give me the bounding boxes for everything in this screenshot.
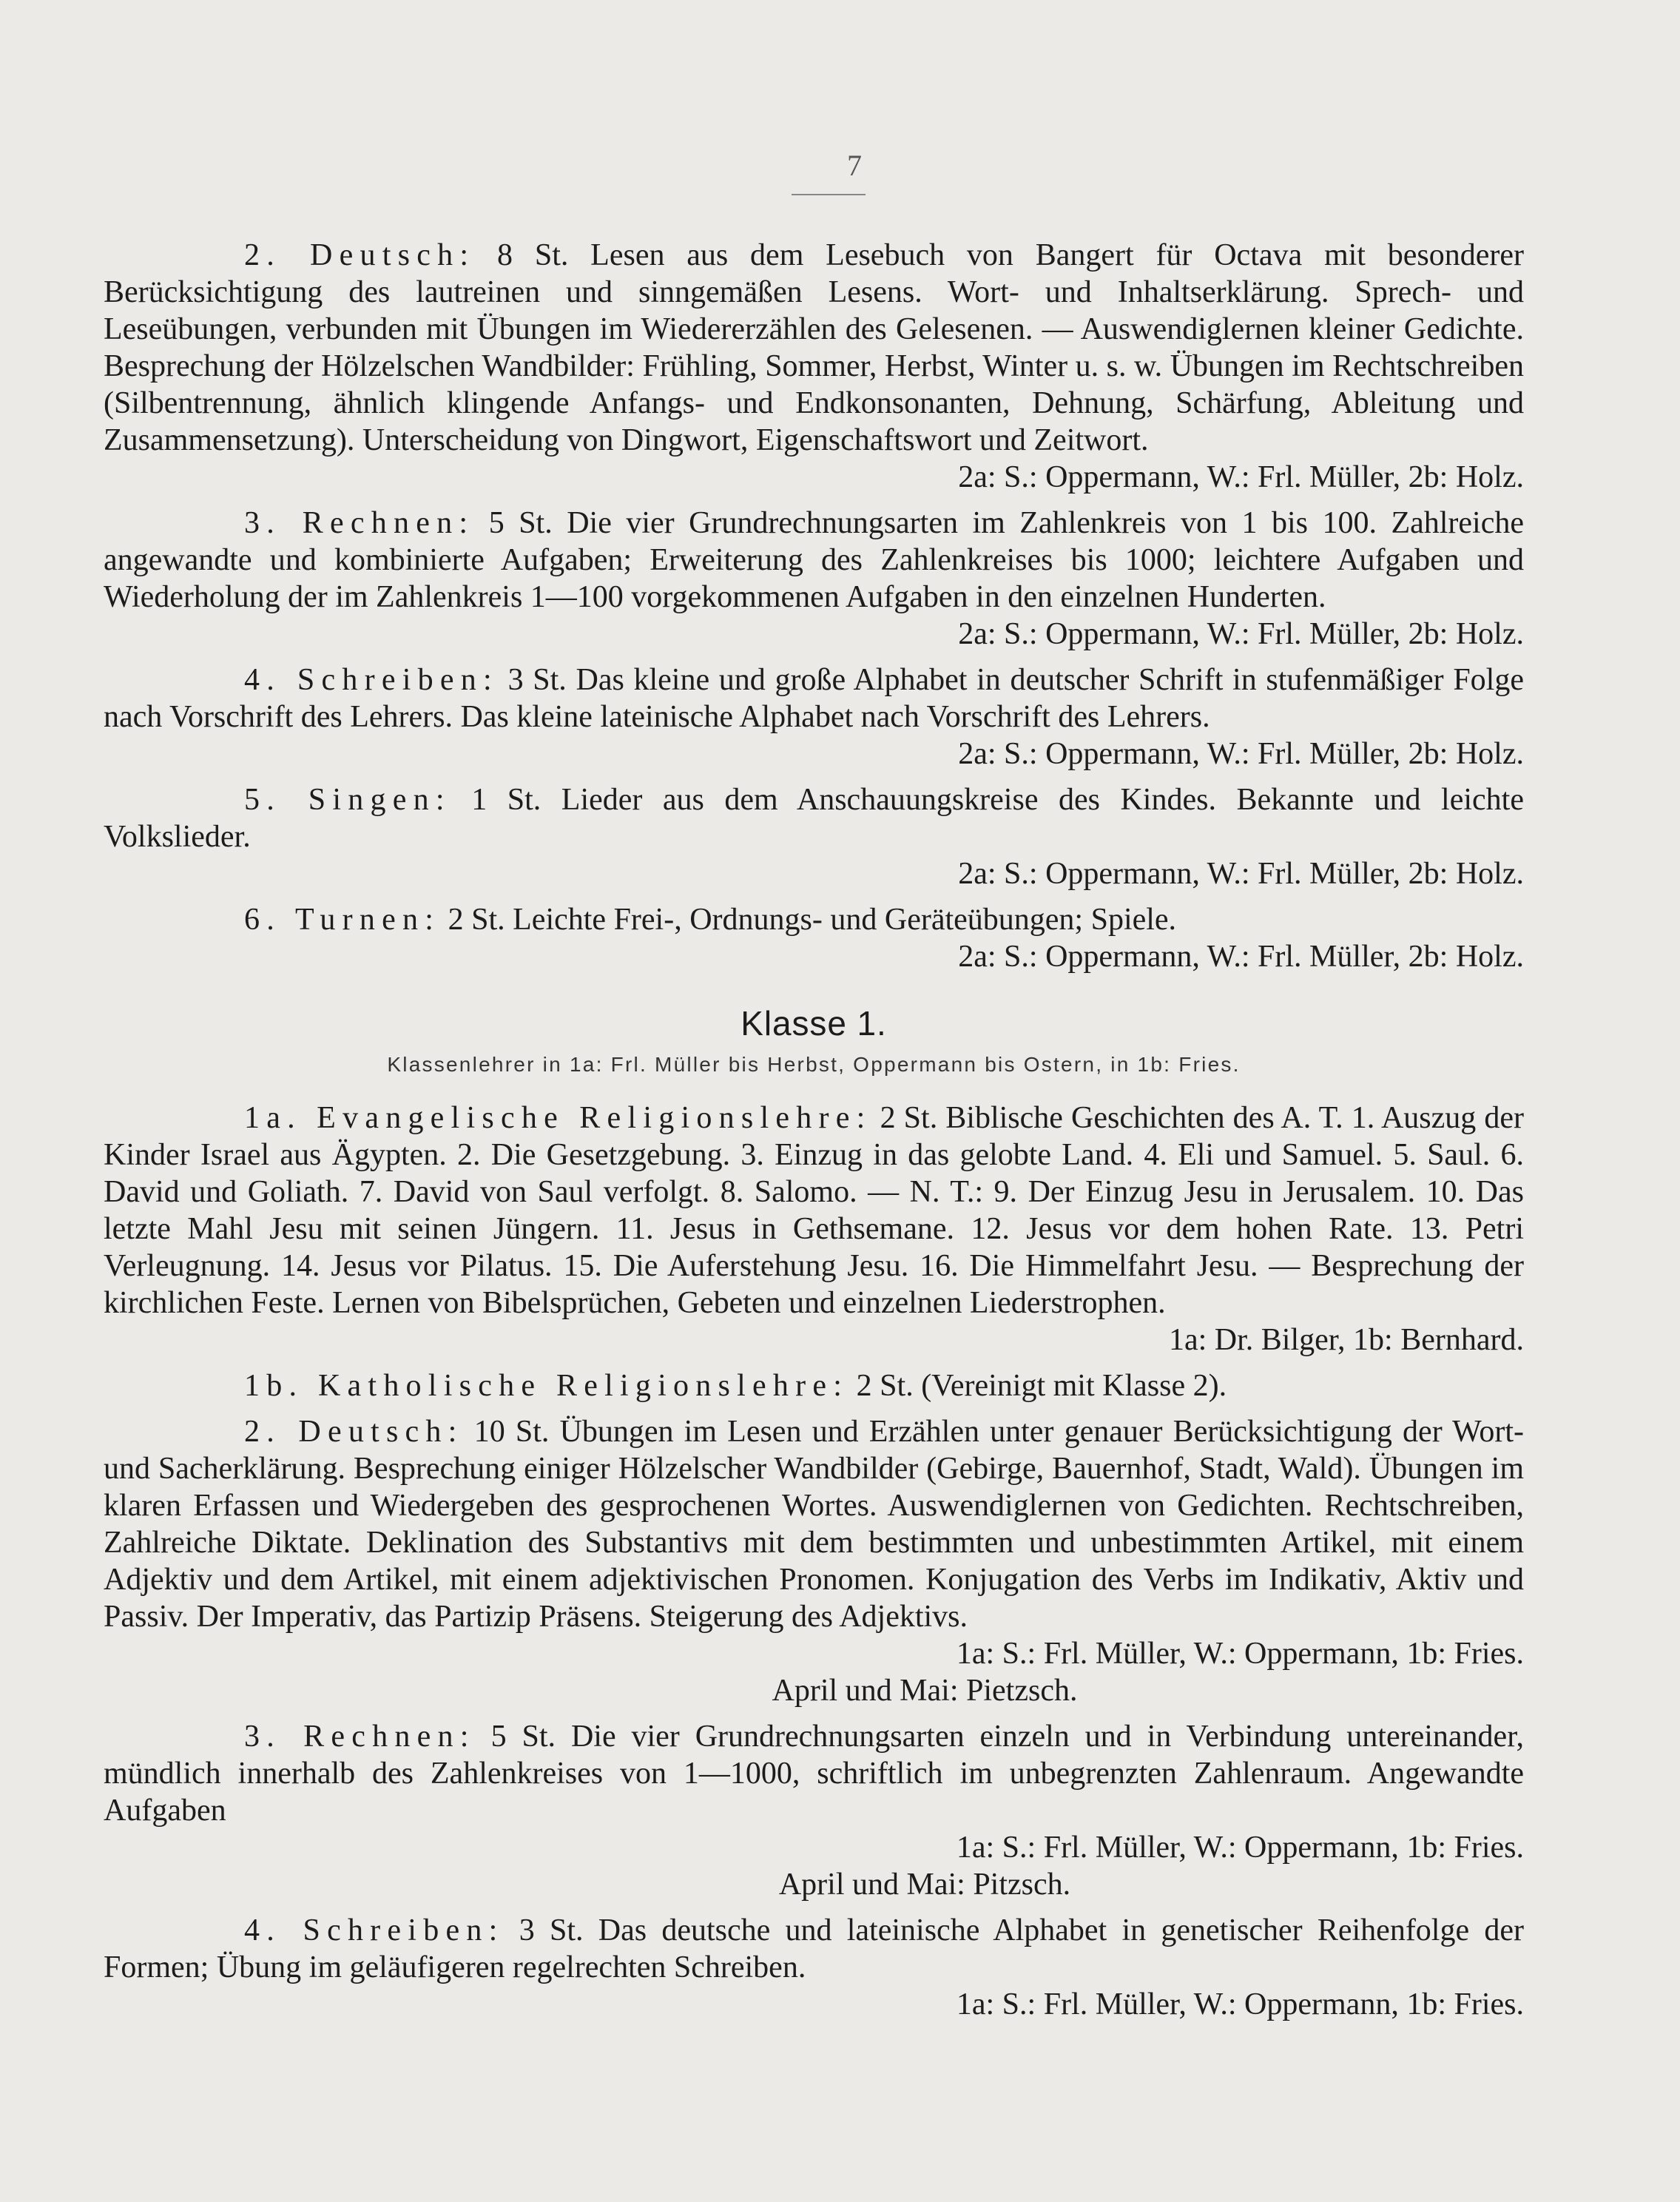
teacher-line: 2a: S.: Oppermann, W.: Frl. Müller, 2b: Holz.: [958, 737, 1524, 771]
section-schreiben-1: [104, 1912, 1524, 1986]
section-heading: 1a. Evangelische Religionslehre:: [244, 1101, 872, 1135]
section-heading: 6. Turnen:: [244, 903, 441, 937]
teacher-line: 1a: S.: Frl. Müller, W.: Oppermann, 1b: Fries.: [956, 1831, 1524, 1865]
section-kath-religion: [104, 1367, 1524, 1404]
section-text: 5 St. Die vier Grundrechnungsarten im Zahlenkreis von 1 bis 100. Zahlreiche angewandte und kombinierte Aufgaben; Erweiterung des Zahlenkreises bis 1000; leichtere Aufgaben und Wiederholung der im Zahlenkreis 1—100 vorgekommenen Aufgaben in den einzelnen Hunderten.: [104, 506, 1525, 614]
section-schreiben: [104, 661, 1524, 735]
teacher-line: 2a: S.: Oppermann, W.: Frl. Müller, 2b: Holz.: [958, 940, 1524, 974]
section-text: 2 St. (Vereinigt mit Klasse 2).: [849, 1369, 1227, 1403]
section-deutsch: [104, 237, 1524, 459]
section-ev-religion: [104, 1100, 1524, 1321]
section-singen: [104, 781, 1524, 855]
klasse-subtitle: Klassenlehrer in 1a: Frl. Müller bis Herbst, Oppermann bis Ostern, in 1b: Fries.: [387, 1053, 1241, 1076]
section-heading: 4. Schreiben:: [244, 663, 499, 697]
section-text: 5 St. Die vier Grundrechnungsarten einzeln und in Verbindung untereinander, mündlich innerhalb des Zahlenkreises von 1—1000, schriftlich im unbegrenzten Zahlenraum. Angewandte Aufgaben: [104, 1720, 1524, 1828]
section-heading: 2. Deutsch:: [244, 238, 476, 272]
section-text: 3 St. Das deutsche und lateinische Alphabet in genetischer Reihenfolge der Formen; Übung im geläufigeren regelrechten Schreiben.: [104, 1913, 1524, 1984]
klasse-title: Klasse 1.: [741, 1004, 887, 1043]
teacher-line-secondary: April und Mai: Pietzsch.: [772, 1674, 1078, 1708]
section-heading: 1b. Katholische Religionslehre:: [244, 1369, 849, 1403]
page-number: 7: [847, 149, 862, 182]
section-rechnen: [104, 505, 1524, 616]
teacher-line: 2a: S.: Oppermann, W.: Frl. Müller, 2b: Holz.: [958, 617, 1524, 651]
teacher-line: 1a: S.: Frl. Müller, W.: Oppermann, 1b: Fries.: [956, 1637, 1524, 1671]
teacher-line: 1a: S.: Frl. Müller, W.: Oppermann, 1b: Fries.: [956, 1987, 1524, 2021]
section-text: 2 St. Leichte Frei-, Ordnungs- und Geräteübungen; Spiele.: [440, 903, 1177, 937]
section-heading: 5. Singen:: [244, 783, 451, 817]
section-text: 10 St. Übungen im Lesen und Erzählen unter genauer Berücksichtigung der Wort- und Sacherklärung. Besprechung einiger Hölzelscher Wandbilder (Gebirge, Bauernhof, Stadt, Wald). Übungen im klaren Erfassen und Wiedergeben des gesprochenen Wortes. Auswendiglernen von Gedichten. Rechtschreiben, Zahlreiche Diktate. Deklination des Substantivs mit dem bestimmten und unbestimmten Artikel, mit einem Adjektiv und dem Artikel, mit einem adjektivischen Pronomen. Konjugation des Verbs im Indikativ, Aktiv und Passiv. Der Imperativ, das Partizip Präsens. Steigerung des Adjektivs.: [104, 1415, 1524, 1634]
section-text: 8 St. Lesen aus dem Lesebuch von Bangert für Octava mit besonderer Berücksichtigung des lautreinen und sinngemäßen Lesens. Wort- und Inhaltserklärung. Sprech- und Leseübungen, verbunden mit Übungen im Wiedererzählen des Gelesenen. — Auswendiglernen kleiner Gedichte. Besprechung der Hölzelschen Wandbilder: Frühling, Sommer, Herbst, Winter u. s. w. Übungen im Rechtschreiben (Silbentrennung, ähnlich klingende Anfangs- und Endkonsonanten, Dehnung, Schärfung, Ableitung und Zusammensetzung). Unterscheidung von Dingwort, Eigenschaftswort und Zeitwort.: [104, 238, 1525, 457]
teacher-line: 2a: S.: Oppermann, W.: Frl. Müller, 2b: Holz.: [958, 460, 1524, 494]
section-rechnen-1: [104, 1718, 1524, 1829]
section-heading: 2. Deutsch:: [244, 1415, 464, 1449]
section-deutsch-1: [104, 1413, 1524, 1635]
section-text: 2 St. Biblische Geschichten des A. T. 1. Auszug der Kinder Israel aus Ägypten. 2. Die Gesetzgebung. 3. Einzug in das gelobte Land. 4. Eli und Samuel. 5. Saul. 6. David und Goliath. 7. David von Saul verfolgt. 8. Salomo. — N. T.: 9. Der Einzug Jesu in Jerusalem. 10. Das letzte Mahl Jesu mit seinen Jüngern. 11. Jesus in Gethsemane. 12. Jesus vor dem hohen Rate. 13. Petri Verleugnung. 14. Jesus vor Pilatus. 15. Die Auferstehung Jesu. 16. Die Himmelfahrt Jesu. — Besprechung der kirchlichen Feste. Lernen von Bibelsprüchen, Gebeten und einzelnen Liederstrophen.: [104, 1101, 1524, 1320]
teacher-line-secondary: April und Mai: Pitzsch.: [778, 1868, 1071, 1902]
section-turnen: [104, 901, 1524, 938]
document-body: [104, 237, 1524, 2023]
teacher-line: 2a: S.: Oppermann, W.: Frl. Müller, 2b: Holz.: [958, 857, 1524, 891]
section-heading: 4. Schreiben:: [244, 1913, 505, 1947]
section-text: 1 St. Lieder aus dem Anschauungskreise des Kindes. Bekannte und leichte Volkslieder.: [104, 783, 1524, 854]
teacher-line: 1a: Dr. Bilger, 1b: Bernhard.: [1168, 1323, 1524, 1357]
section-heading: 3. Rechnen:: [244, 1720, 476, 1754]
section-heading: 3. Rechnen:: [244, 506, 475, 540]
page-number-rule: [792, 194, 866, 195]
section-text: 3 St. Das kleine und große Alphabet in deutscher Schrift in stufenmäßiger Folge nach Vorschrift des Lehrers. Das kleine lateinische Alphabet nach Vorschrift des Lehrers.: [104, 663, 1524, 734]
